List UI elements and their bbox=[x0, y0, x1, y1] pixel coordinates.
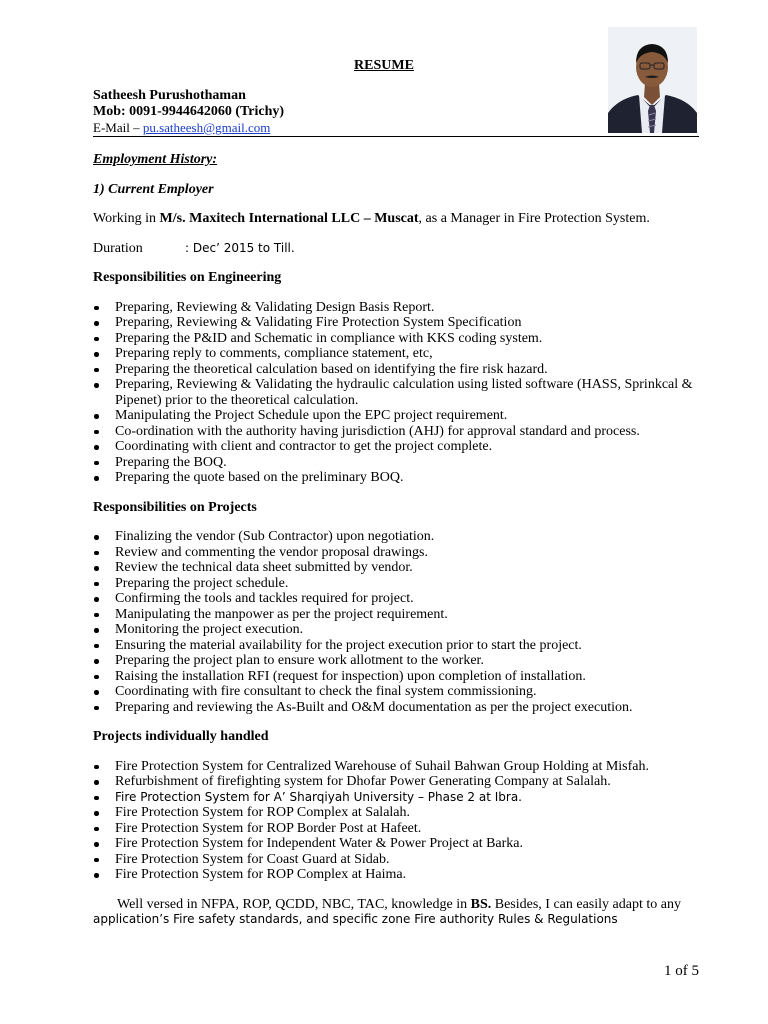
list-item: Preparing and reviewing the As-Built and O&M documentation as per the project execution. bbox=[93, 700, 703, 716]
list-item: Fire Protection System for Centralized Warehouse of Suhail Bahwan Group Holding at Misfah. bbox=[93, 759, 703, 775]
working-line bbox=[93, 211, 703, 227]
list-item: Raising the installation RFI (request for inspection) upon completion of installation. bbox=[93, 669, 703, 685]
email-label: E-Mail – bbox=[93, 120, 143, 135]
list-item: Ensuring the material availability for the project execution prior to start the project. bbox=[93, 638, 703, 654]
list-item: Preparing, Reviewing & Validating Fire Protection System Specification bbox=[93, 315, 703, 331]
engineering-heading: Responsibilities on Engineering bbox=[93, 270, 282, 285]
candidate-name: Satheesh Purushothaman bbox=[93, 88, 246, 103]
header-divider bbox=[93, 136, 699, 137]
handled-list bbox=[93, 759, 703, 883]
list-item: Preparing, Reviewing & Validating Design Basis Report. bbox=[93, 300, 703, 316]
list-item: Fire Protection System for ROP Border Post at Hafeet. bbox=[93, 821, 703, 837]
email-link[interactable]: pu.satheesh@gmail.com bbox=[142, 120, 271, 135]
list-item: Confirming the tools and tackles required for project. bbox=[93, 591, 703, 607]
list-item: Review and commenting the vendor proposal drawings. bbox=[93, 545, 703, 561]
projects-heading: Responsibilities on Projects bbox=[93, 499, 257, 515]
working-suffix: , as a Manager in Fire Protection System. bbox=[418, 211, 650, 226]
list-item: Refurbishment of firefighting system for Dhofar Power Generating Company at Salalah. bbox=[93, 774, 703, 790]
mobile-number: Mob: 0091-9944642060 (Trichy) bbox=[93, 104, 285, 119]
document-title: RESUME bbox=[354, 58, 414, 73]
engineering-list bbox=[93, 300, 703, 486]
list-item: Manipulating the Project Schedule upon the EPC project requirement. bbox=[93, 408, 703, 424]
employment-history-heading: Employment History: bbox=[93, 152, 218, 167]
resume-body bbox=[93, 152, 703, 928]
working-prefix: Working in bbox=[93, 211, 160, 226]
list-item: Fire Protection System for A’ Sharqiyah University – Phase 2 at Ibra. bbox=[93, 790, 703, 806]
handled-heading: Projects individually handled bbox=[93, 729, 269, 744]
list-item: Fire Protection System for ROP Complex at Haima. bbox=[93, 867, 703, 883]
duration-value: : Dec’ 2015 to Till. bbox=[185, 240, 295, 255]
list-item: Preparing the theoretical calculation based on identifying the fire risk hazard. bbox=[93, 362, 703, 378]
closing-paragraph bbox=[93, 897, 703, 913]
list-item: Preparing, Reviewing & Validating the hydraulic calculation using listed software (HASS, Sprinkcal & Pipenet) prior to the theoretical calculation. bbox=[93, 377, 703, 408]
list-item: Fire Protection System for Independent Water & Power Project at Barka. bbox=[93, 836, 703, 852]
closing-bold: BS. bbox=[470, 896, 492, 912]
list-item: Preparing the P&ID and Schematic in compliance with KKS coding system. bbox=[93, 331, 703, 347]
list-item: Coordinating with client and contractor to get the project complete. bbox=[93, 439, 703, 455]
list-item: Preparing the project schedule. bbox=[93, 576, 703, 592]
list-item: Finalizing the vendor (Sub Contractor) upon negotiation. bbox=[93, 529, 703, 545]
list-item: Co-ordination with the authority having jurisdiction (AHJ) for approval standard and process. bbox=[93, 424, 703, 440]
projects-list bbox=[93, 529, 703, 715]
list-item: Preparing the quote based on the preliminary BOQ. bbox=[93, 470, 703, 486]
list-item: Preparing the project plan to ensure work allotment to the worker. bbox=[93, 653, 703, 669]
duration-label: Duration bbox=[93, 240, 143, 256]
list-item: Coordinating with fire consultant to check the final system commissioning. bbox=[93, 684, 703, 700]
profile-photo bbox=[608, 27, 697, 133]
page-number: 1 of 5 bbox=[664, 963, 699, 979]
list-item: Monitoring the project execution. bbox=[93, 622, 703, 638]
list-item: Review the technical data sheet submitted by vendor. bbox=[93, 560, 703, 576]
list-item: Preparing the BOQ. bbox=[93, 455, 703, 471]
email-line bbox=[93, 120, 284, 135]
profile-photo-image bbox=[608, 27, 697, 133]
duration-line bbox=[93, 241, 703, 257]
company-name: M/s. Maxitech International LLC – Muscat bbox=[159, 211, 419, 226]
closing-prefix: Well versed in NFPA, ROP, QCDD, NBC, TAC, knowledge in bbox=[117, 896, 471, 912]
contact-block bbox=[93, 88, 284, 135]
list-item: Fire Protection System for ROP Complex at Salalah. bbox=[93, 805, 703, 821]
closing-line-2: application’s Fire safety standards, and specific zone Fire authority Rules & Regulations bbox=[93, 912, 618, 926]
list-item: Preparing reply to comments, compliance statement, etc, bbox=[93, 346, 703, 362]
closing-suffix: Besides, I can easily adapt to any bbox=[491, 896, 681, 912]
list-item: Manipulating the manpower as per the project requirement. bbox=[93, 607, 703, 623]
current-employer-heading: 1) Current Employer bbox=[93, 181, 214, 197]
list-item: Fire Protection System for Coast Guard at Sidab. bbox=[93, 852, 703, 868]
